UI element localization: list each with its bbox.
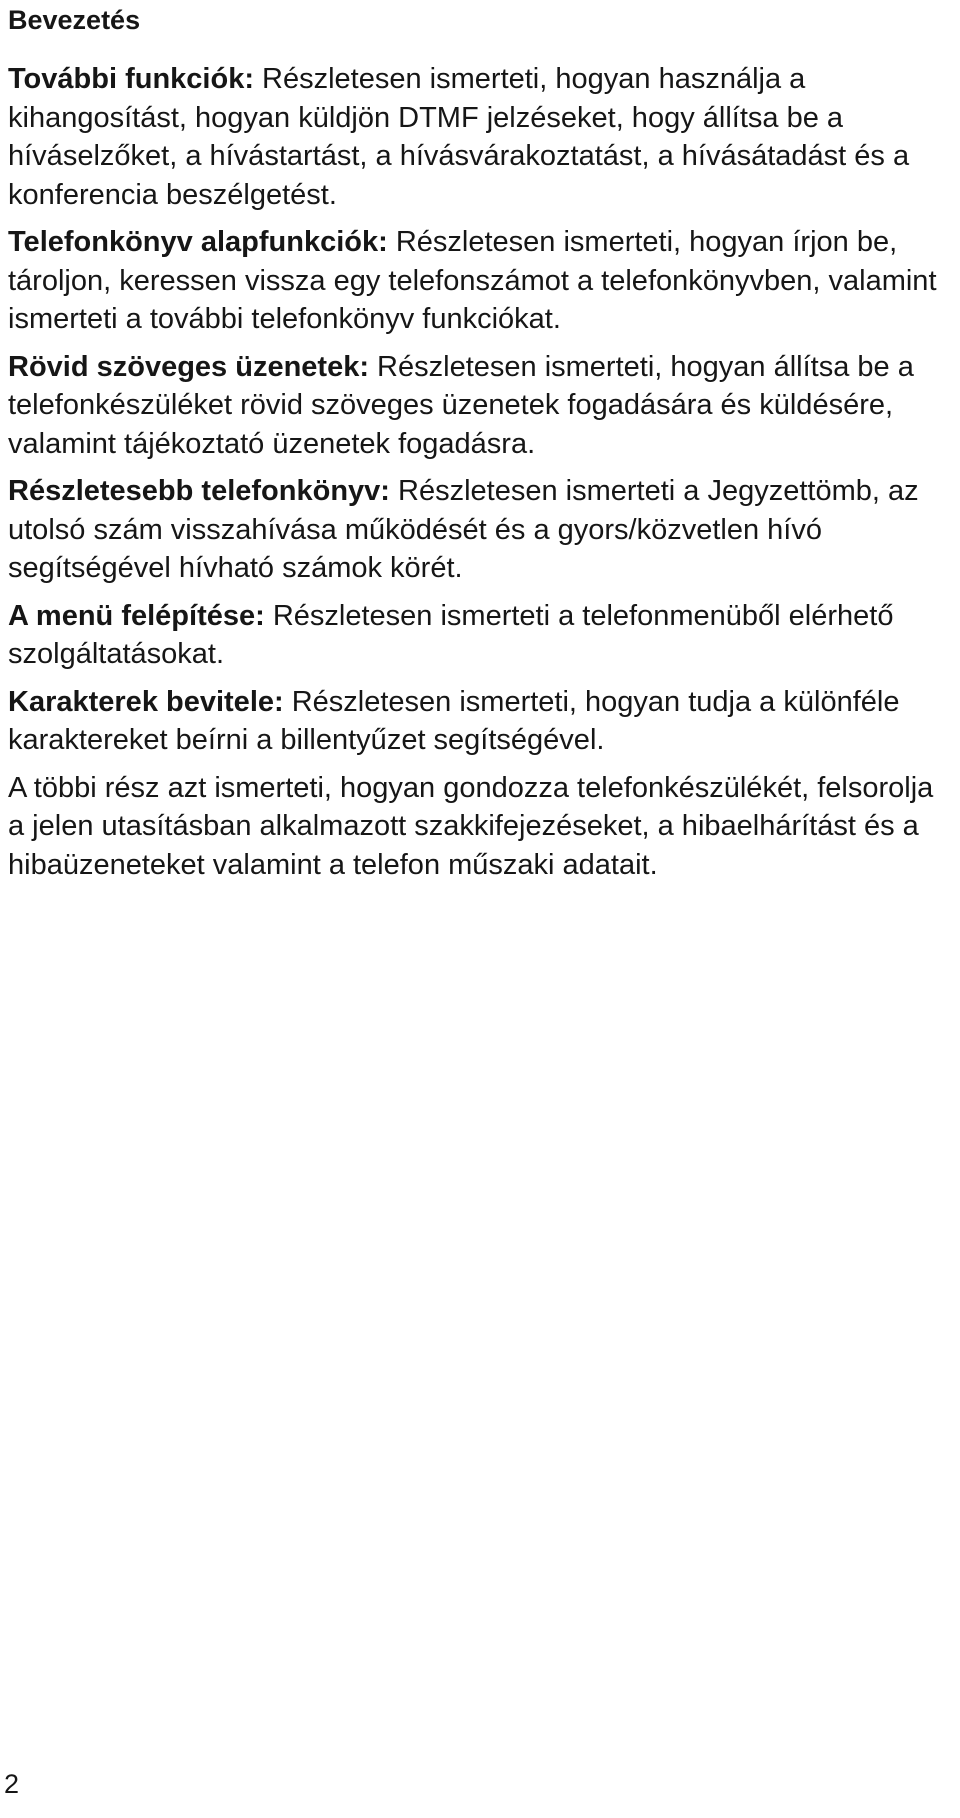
paragraph-title: További funkciók: xyxy=(8,63,254,95)
paragraph-text: Részletesen ismerteti, hogyan használja a kihangosítást, hogyan küldjön DTMF jelzéseket, hogy állítsa be a híváselzőket, a hívástartást, a hívásvárakoztatást, a hívásátadást és a konferencia beszélgetést. xyxy=(8,63,910,211)
paragraph-telefonkonyv-alapfunkciok xyxy=(8,223,953,339)
paragraph-text: Részletesen ismerteti, hogyan tudja a különféle karaktereket beírni a billentyűzet segítségével. xyxy=(8,685,900,756)
section-header: Bevezetés xyxy=(8,5,141,35)
paragraph-title: Karakterek bevitele: xyxy=(8,685,284,718)
paragraph-text: Részletesen ismerteti a telefonmenüből elérhető szolgáltatásokat. xyxy=(8,599,894,670)
paragraph-reszletesebb-telefonkonyv xyxy=(8,472,953,588)
paragraph-karakterek-bevitele xyxy=(8,683,953,760)
paragraph-tovabbi-funkciok xyxy=(8,60,953,214)
paragraph-title: Rövid szöveges üzenetek: xyxy=(8,350,369,383)
paragraph-rovid-szoveges-uzenetek xyxy=(8,348,953,464)
paragraph-closing: A többi rész azt ismerteti, hogyan gondozza telefonkészülékét, felsorolja a jelen utasításban alkalmazott szakkifejezéseket, a hibaelhárítást és a hibaüzeneteket valamint a telefon műszaki adatait. xyxy=(8,771,934,881)
paragraph-menu-felepitese xyxy=(8,597,953,674)
paragraph-text: Részletesen ismerteti, hogyan írjon be, tároljon, keressen vissza egy telefonszámot a telefonkönyvben, valamint ismerteti a további telefonkönyv funkciókat. xyxy=(8,226,937,335)
paragraph-text: Részletesen ismerteti a Jegyzettömb, az utolsó szám visszahívása működését és a gyors/közvetlen hívó segítségével hívható számok körét. xyxy=(8,475,919,584)
page-number: 2 xyxy=(4,1769,20,1799)
paragraph-text: Részletesen ismerteti, hogyan állítsa be a telefonkészüléket rövid szöveges üzenetek fogadására és küldésére, valamint tájékoztató üzenetek fogadásra. xyxy=(8,350,914,460)
paragraph-title: Részletesebb telefonkönyv: xyxy=(8,475,390,507)
paragraph-title: Telefonkönyv alapfunkciók: xyxy=(8,226,388,258)
document-body xyxy=(8,60,953,893)
paragraph-title: A menü felépítése: xyxy=(8,599,265,632)
